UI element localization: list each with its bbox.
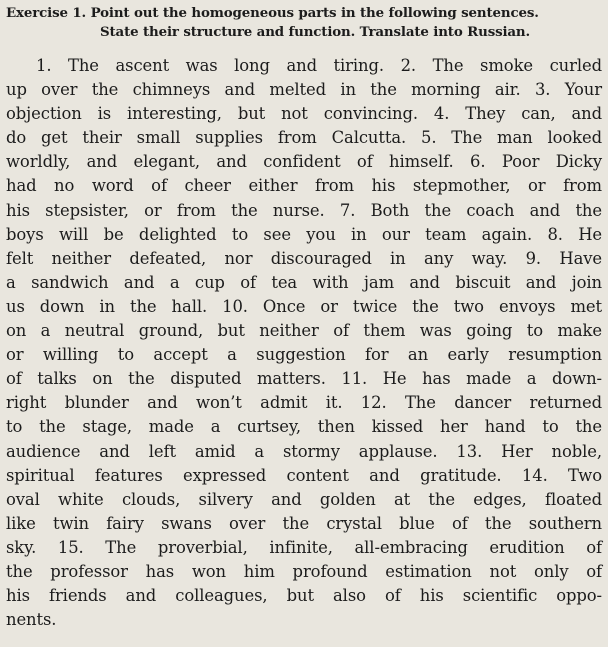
text-line: right blunder and won’t admit it. 12. The dancer returned xyxy=(6,393,602,413)
text-line: like twin fairy swans over the crystal blue of the southern xyxy=(6,513,602,533)
text-line: boys will be delighted to see you in our team again. 8. He xyxy=(6,224,602,244)
text-line: oval white clouds, silvery and golden at the edges, floated xyxy=(6,489,602,509)
text-line: do get their small supplies from Calcutta. 5. The man looked xyxy=(6,128,602,148)
exercise-heading-line: State their structure and function. Translate into Russian. xyxy=(100,24,531,40)
text-line: of talks on the disputed matters. 11. He has made a down- xyxy=(6,369,602,389)
text-line: audience and left amid a stormy applause. 13. Her noble, xyxy=(6,441,602,461)
text-line: his stepsister, or from the nurse. 7. Both the coach and the xyxy=(6,200,602,220)
text-line: us down in the hall. 10. Once or twice the two envoys met xyxy=(6,296,602,316)
text-line: the professor has won him profound estimation not only of xyxy=(6,561,602,581)
text-line: his friends and colleagues, but also of his scientific oppo- xyxy=(6,586,602,606)
text-line: felt neither defeated, nor discouraged in any way. 9. Have xyxy=(6,248,602,268)
text-line: up over the chimneys and melted in the morning air. 3. Your xyxy=(6,80,602,100)
exercise-heading-line: Exercise 1. Point out the homogeneous parts in the following sentences. xyxy=(6,5,539,21)
text-line: had no word of cheer either from his stepmother, or from xyxy=(6,176,602,196)
text-line: nents. xyxy=(6,610,57,630)
exercise-heading xyxy=(6,4,602,42)
text-line: a sandwich and a cup of tea with jam and biscuit and join xyxy=(6,272,602,292)
text-line: objection is interesting, but not convincing. 4. They can, and xyxy=(6,104,602,124)
text-line: to the stage, made a curtsey, then kissed her hand to the xyxy=(6,417,602,437)
exercise-sentences xyxy=(6,54,602,632)
text-line: spiritual features expressed content and gratitude. 14. Two xyxy=(6,465,602,485)
text-line: on a neutral ground, but neither of them was going to make xyxy=(6,321,602,341)
text-line: worldly, and elegant, and confident of himself. 6. Poor Dicky xyxy=(6,152,602,172)
text-line: sky. 15. The proverbial, infinite, all-embracing erudition of xyxy=(6,537,602,557)
text-line: or willing to accept a suggestion for an early resumption xyxy=(6,345,602,365)
text-line: 1. The ascent was long and tiring. 2. The smoke curled xyxy=(36,56,602,75)
